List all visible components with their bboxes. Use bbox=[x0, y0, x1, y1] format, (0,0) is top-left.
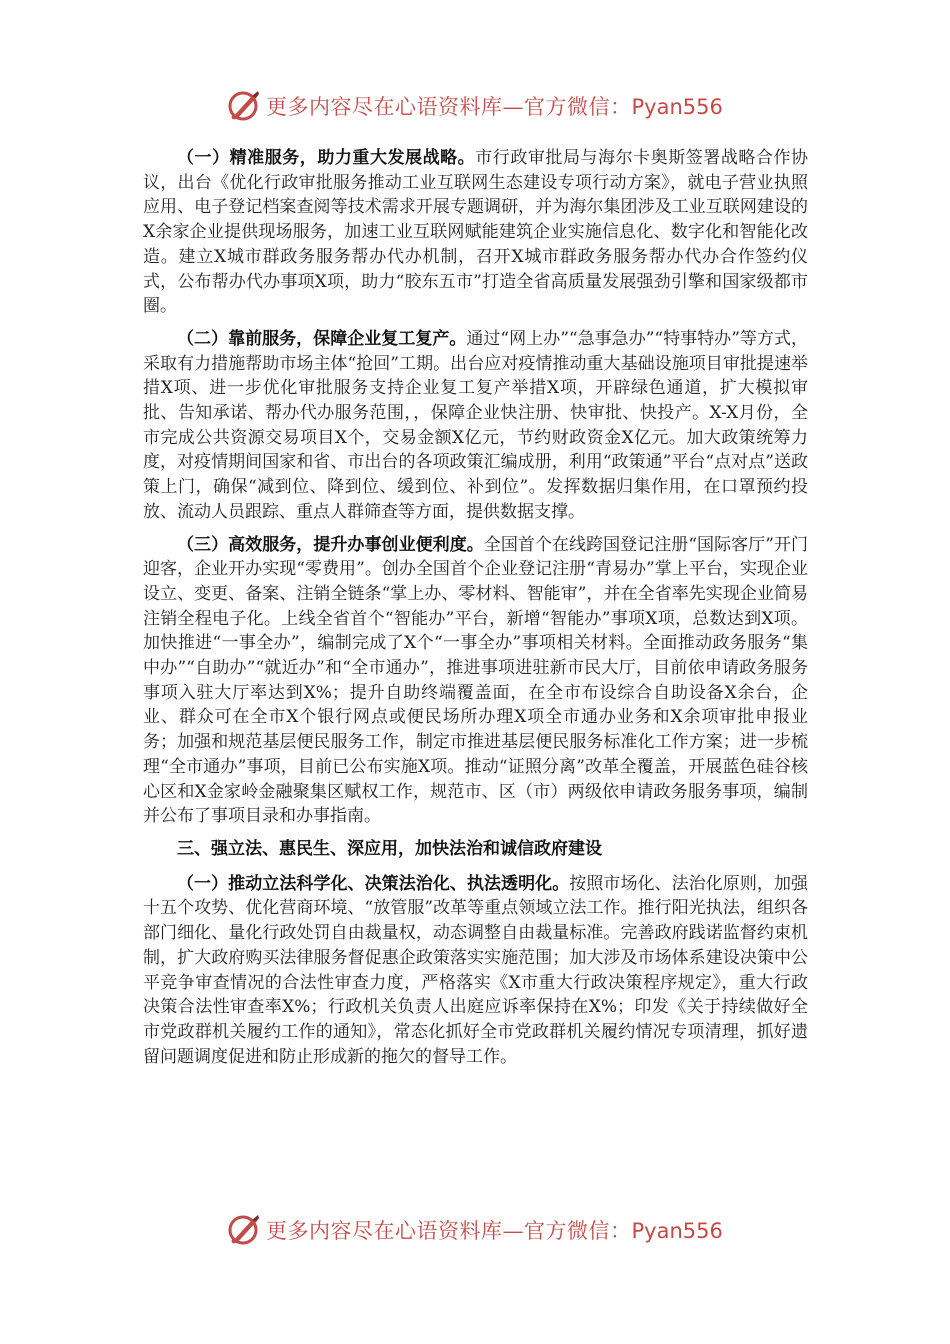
brush-logo-icon bbox=[226, 88, 262, 124]
paragraph-text: 按照市场化、法治化原则，加强十五个攻势、优化营商环境、“放管服”改革等重点领域立法工作。推行阳光执法，组织各部门细化、量化行政处罚自由裁量权，动态调整自由裁量标准。完善政府践诺监督约束机制，扩大政府购买法律服务督促惠企政策落实实施范围；加大涉及市场体系建设决策中公平竞争审查情况的合法性审查力度，严格落实《X市重大行政决策程序规定》，重大行政决策合法性审查率X%；行政机关负责人出庭应诉率保持在X%；印发《关于持续做好全市党政群机关履约工作的通知》，常态化抓好全市党政群机关履约情况专项清理，抓好遗留问题调度促进和防止形成新的拖欠的督导工作。 bbox=[143, 873, 809, 1067]
watermark-banner-top bbox=[226, 86, 726, 126]
paragraph-lead: （二）靠前服务，保障企业复工复产。 bbox=[177, 328, 467, 349]
paragraph-text: 通过“网上办”“急事急办”“特事特办”等方式，采取有力措施帮助市场主体“抢回”工期。出台应对疫情推动重大基础设施项目审批提速举措X项、进一步优化审批服务支持企业复工复产举措X项，开辟绿色通道，扩大模拟审批、告知承诺、帮办代办服务范围，，保障企业快注册、快审批、快投产。X-X月份，全市完成公共资源交易项目X个，交易金额X亿元，节约财政资金X亿元。加大政策统筹力度，对疫情期间国家和省、市出台的各项政策汇编成册，利用“政策通”平台“点对点”送政策上门，确保“减到位、降到位、缓到位、补到位”。发挥数据归集作用，在口罩预约投放、流动人员跟踪、重点人群筛查等方面，提供数据支撑。 bbox=[143, 328, 808, 522]
paragraph-3 bbox=[143, 533, 808, 829]
paragraph-1 bbox=[143, 146, 808, 319]
paragraph-4 bbox=[143, 872, 808, 1070]
watermark-text: 更多内容尽在心语资料库—官方微信：Pyan556 bbox=[266, 1219, 723, 1243]
paragraph-text: 市行政审批局与海尔卡奥斯签署战略合作协议，出台《优化行政审批服务推动工业互联网生态建设专项行动方案》，就电子营业执照应用、电子登记档案查阅等技术需求开展专题调研，并为海尔集团涉及工业互联网建设的X余家企业提供现场服务，加速工业互联网赋能建筑企业实施信息化、数字化和智能化改造。建立X城市群政务服务帮办代办机制，召开X城市群政务服务帮办代办合作签约仪式，公布帮办代办事项X项，助力“胶东五市”打造全省高质量发展强劲引擎和国家级都市圈。 bbox=[143, 148, 809, 317]
paragraph-text: 全国首个在线跨国登记注册“国际客厅”开门迎客，企业开办实现“零费用”。创办全国首个企业登记注册“青易办”掌上平台，实现企业设立、变更、备案、注销全链条“掌上办、零材料、智能审”，并在全省率先实现企业简易注销全程电子化。上线全省首个“智能办”平台，新增“智能办”事项X项，总数达到X项。加快推进“一事全办”，编制完成了X个“一事全办”事项相关材料。全面推动政务服务“集中办”“自助办”“就近办”和“全市通办”，推进事项进驻新市民大厅，目前依申请政务服务事项入驻大厅率达到X%；提升自助终端覆盖面，在全市布设综合自助设备X余台，企业、群众可在全市X个银行网点或便民场所办理X项全市通办业务和X余项审批申报业务；加强和规范基层便民服务工作，制定市推进基层便民服务标准化工作方案；进一步梳理“全市通办”事项，目前已公布实施X项。推动“证照分离”改革全覆盖，开展蓝色硅谷核心区和X金家岭金融聚集区赋权工作，规范市、区（市）两级依申请政务服务事项，编制并公布了事项目录和办事指南。 bbox=[143, 534, 809, 827]
paragraph-2 bbox=[143, 327, 808, 525]
brush-logo-icon bbox=[226, 1212, 262, 1248]
wechat-id: Pyan556 bbox=[631, 1219, 723, 1243]
watermark-text: 更多内容尽在心语资料库—官方微信：Pyan556 bbox=[266, 95, 723, 119]
watermark-banner-bottom bbox=[226, 1210, 726, 1250]
paragraph-lead: （一）推动立法科学化、决策法治化、执法透明化。 bbox=[177, 873, 570, 894]
paragraph-lead: （一）精准服务，助力重大发展战略。 bbox=[177, 148, 476, 168]
wechat-id: Pyan556 bbox=[631, 95, 723, 119]
document-body bbox=[143, 146, 808, 1077]
section-heading: 三、强立法、惠民生、深应用，加快法治和诚信政府建设 bbox=[177, 838, 602, 859]
paragraph-lead: （三）高效服务，提升办事创业便利度。 bbox=[177, 534, 484, 555]
